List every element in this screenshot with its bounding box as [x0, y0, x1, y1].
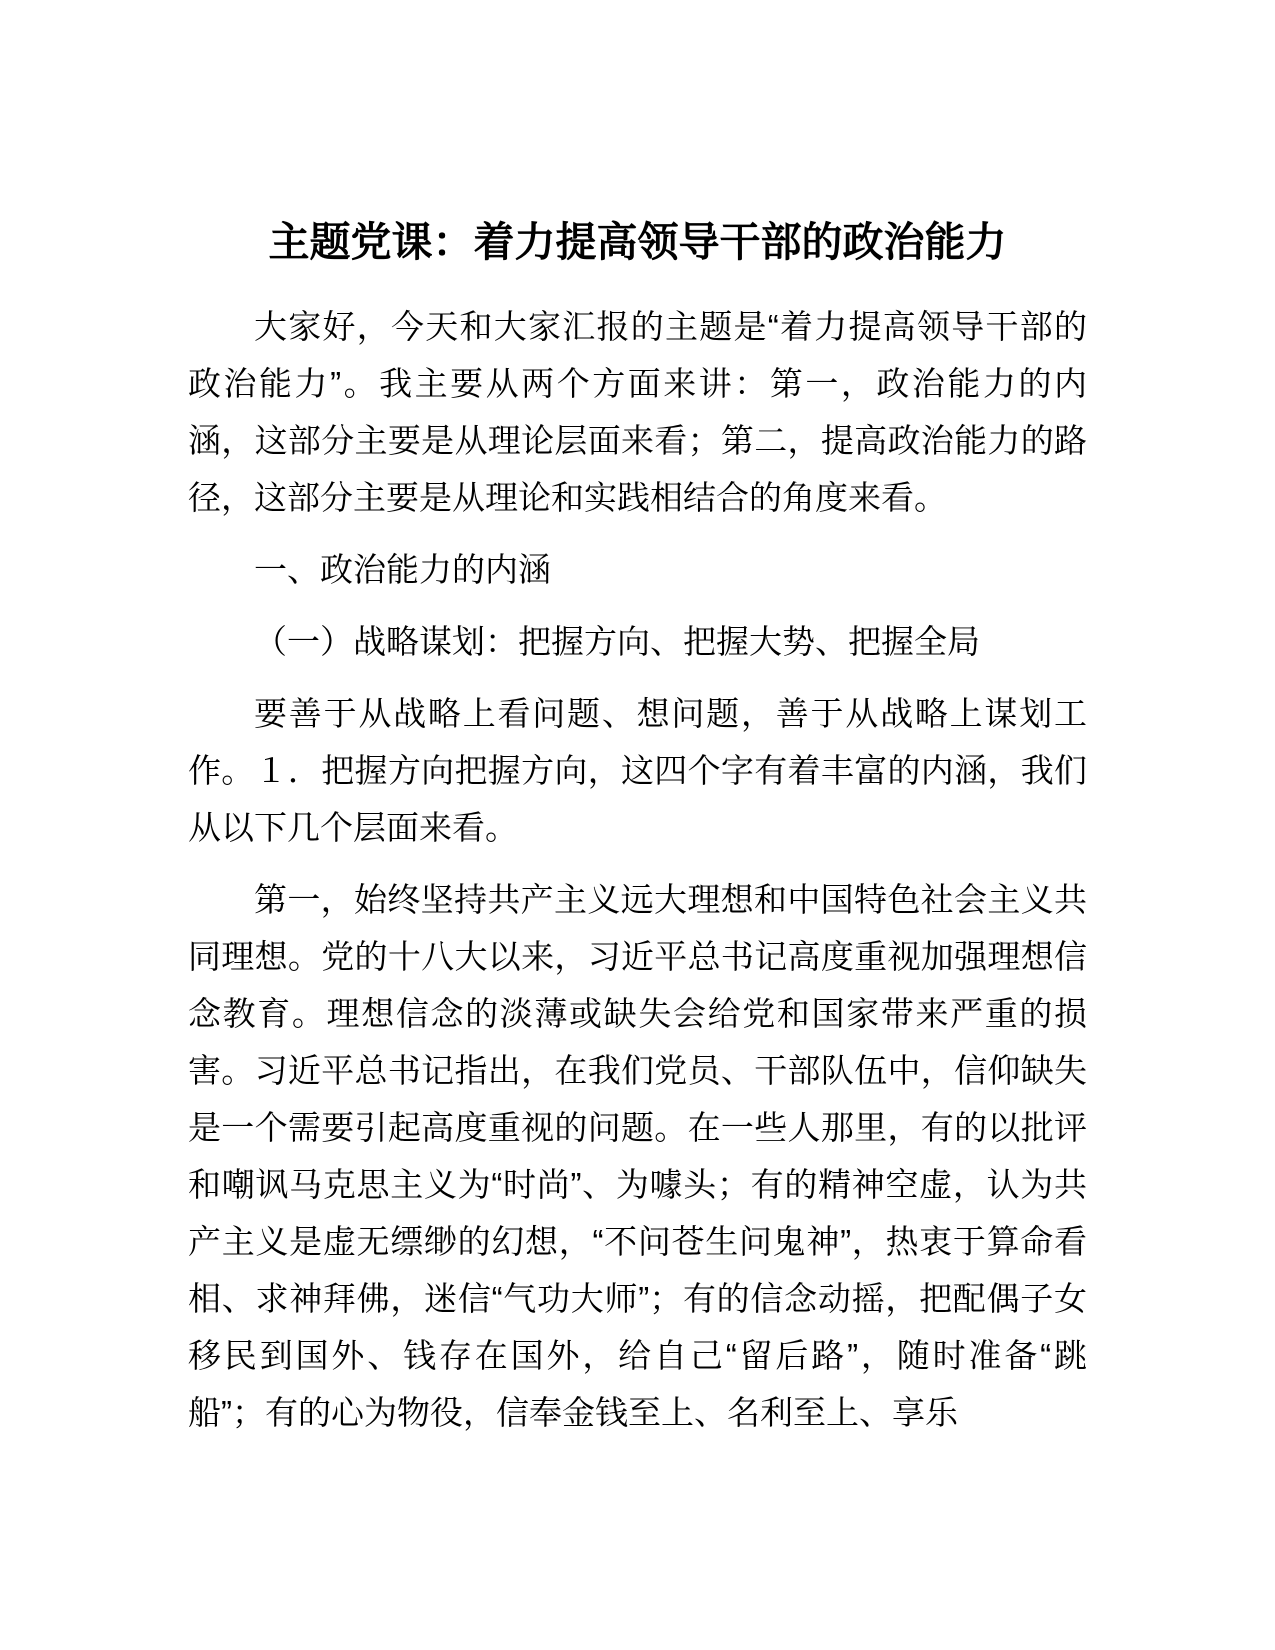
document-title: 主题党课：着力提高领导干部的政治能力 [268, 219, 1007, 265]
body-paragraph: 要善于从战略上看问题、想问题，善于从战略上谋划工作。１．把握方向把握方向，这四个字有着丰富的内涵，我们从以下几个层面来看。 [188, 695, 1087, 846]
subsection-heading-1-1: （一）战略谋划：把握方向、把握大势、把握全局 [254, 623, 980, 660]
document-content [188, 212, 1087, 1456]
section-heading-1: 一、政治能力的内涵 [254, 551, 551, 588]
intro-paragraph: 大家好，今天和大家汇报的主题是“着力提高领导干部的政治能力”。我主要从两个方面来讲：第一，政治能力的内涵，这部分主要是从理论层面来看；第二，提高政治能力的路径，这部分主要是从理论和实践相结合的角度来看。 [188, 308, 1087, 516]
body-paragraph: 第一，始终坚持共产主义远大理想和中国特色社会主义共同理想。党的十八大以来，习近平总书记高度重视加强理想信念教育。理想信念的淡薄或缺失会给党和国家带来严重的损害。习近平总书记指出，在我们党员、干部队伍中，信仰缺失是一个需要引起高度重视的问题。在一些人那里，有的以批评和嘲讽马克思主义为“时尚”、为噱头；有的精神空虚，认为共产主义是虚无缥缈的幻想，“不问苍生问鬼神”，热衷于算命看相、求神拜佛，迷信“气功大师”；有的信念动摇，把配偶子女移民到国外、钱存在国外，给自己“留后路”，随时准备“跳船”；有的心为物役，信奉金钱至上、名利至上、享乐 [188, 881, 1087, 1431]
